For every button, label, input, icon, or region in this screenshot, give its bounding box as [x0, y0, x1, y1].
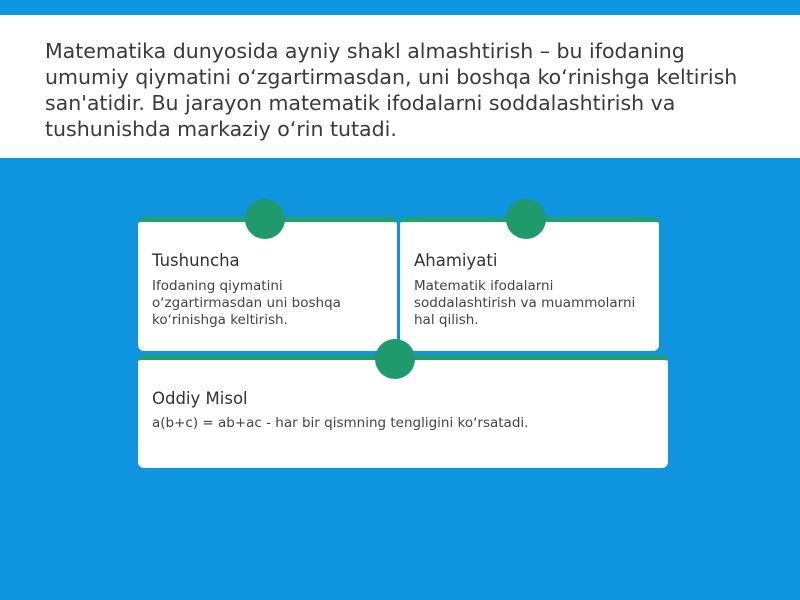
top-stripe — [0, 0, 800, 15]
card-importance-title: Ahamiyati — [414, 251, 498, 270]
intro-panel — [0, 15, 800, 158]
card-concept-description: Ifodaning qiymatini oʻzgartirmasdan uni boshqa koʻrinishga keltirish. — [152, 278, 341, 328]
timeline-node-concept — [245, 199, 285, 239]
timeline-node-importance — [506, 199, 546, 239]
card-example-description: a(b+c) = ab+ac - har bir qismning tengligini koʻrsatadi. — [152, 415, 529, 431]
intro-paragraph: Matematika dunyosida ayniy shakl almashtirish – bu ifodaning umumiy qiymatini oʻzgartirmasdan, uni boshqa koʻrinishga keltirish san'atidir. Bu jarayon matematik ifodalarni soddalashtirish va tushunishda markaziy oʻrin tutadi. — [45, 39, 738, 141]
timeline-node-example — [375, 339, 415, 379]
card-concept-title: Tushuncha — [152, 251, 240, 270]
card-example-title: Oddiy Misol — [152, 389, 248, 408]
card-importance-description: Matematik ifodalarni soddalashtirish va muammolarni hal qilish. — [414, 278, 636, 328]
